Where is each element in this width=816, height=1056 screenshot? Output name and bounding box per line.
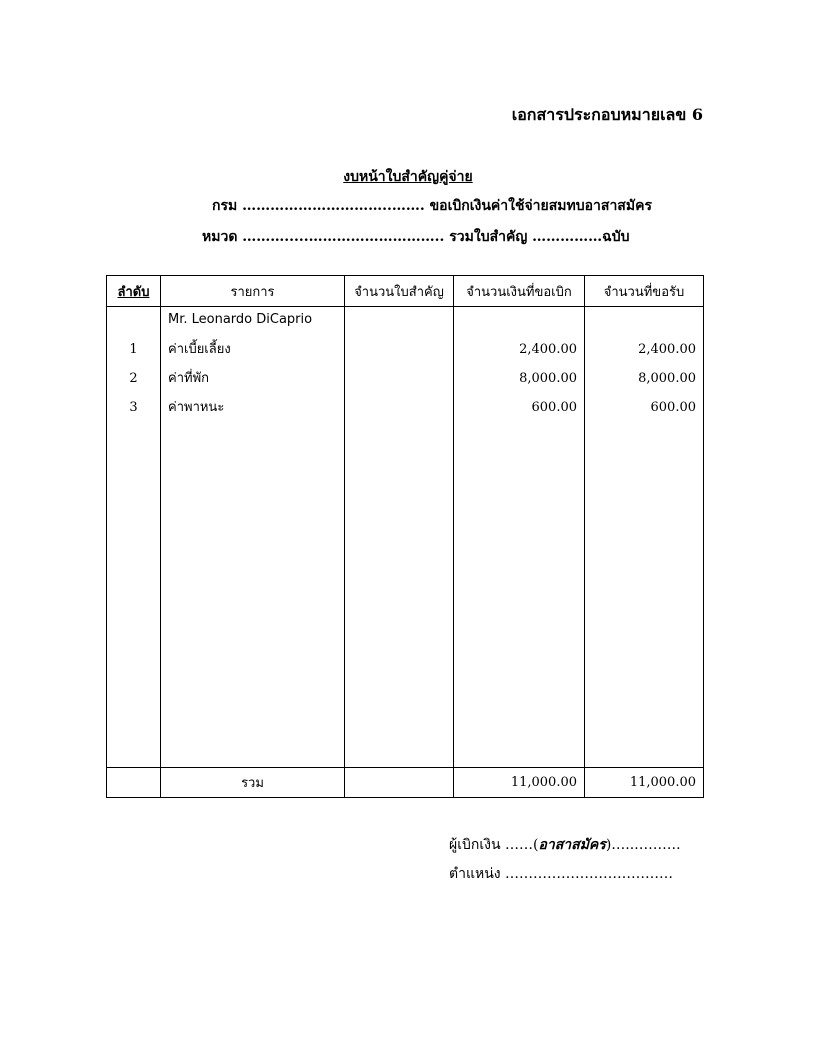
requested-column [454,307,585,768]
row-no: 2 [129,371,138,386]
row-item: ค่าเบี้ยเลี้ยง [168,342,231,357]
voucher-table [106,275,704,798]
row-no: 3 [129,400,138,415]
person-name: Mr. Leonardo DiCaprio [168,312,313,327]
header-item: รายการ [161,276,345,307]
total-no-cell [107,768,161,798]
item-column [161,307,345,768]
document-title: งบหน้าใบสำคัญคู่จ่าย [343,169,473,185]
document-number: เอกสารประกอบหมายเลข 6 [511,105,703,124]
total-requested: 11,000.00 [454,768,585,798]
total-row [107,768,704,798]
row-received: 600.00 [650,400,696,415]
payer-name: อาสาสมัคร [538,837,606,853]
receipts-column [345,307,454,768]
row-receipts [345,393,453,422]
row-receipts [345,335,453,364]
department-line: กรม …………………………..……. ขอเบิกเงินค่าใช้จ่ายสมทบอาสาสมัคร [212,198,652,214]
table-header-row [107,276,704,307]
header-received: จำนวนที่ขอรับ [585,276,704,307]
row-requested: 2,400.00 [519,342,577,357]
total-received: 11,000.00 [585,768,704,798]
row-requested: 600.00 [531,400,577,415]
header-no: ลำดับ [107,276,161,307]
row-no: 1 [129,342,138,357]
row-requested: 8,000.00 [519,371,577,386]
row-received: 8,000.00 [638,371,696,386]
payer-signature-line: ผู้เบิกเงิน ……(อาสาสมัคร)…..………. [449,837,681,853]
total-receipts [345,768,454,798]
row-item: ค่าพาหนะ [168,400,225,415]
table-body [107,307,704,768]
category-line: หมวด ……….....……………………….. รวมใบสำคัญ ……………ฉบับ [202,229,630,245]
header-receipts: จำนวนใบสำคัญ [345,276,454,307]
no-column [107,307,161,768]
row-item: ค่าที่พัก [168,371,210,386]
position-line: ตำแหน่ง ……………………………… [449,866,674,882]
received-column [585,307,704,768]
row-receipts [345,364,453,393]
total-label: รวม [161,768,345,798]
row-received: 2,400.00 [638,342,696,357]
header-requested: จำนวนเงินที่ขอเบิก [454,276,585,307]
